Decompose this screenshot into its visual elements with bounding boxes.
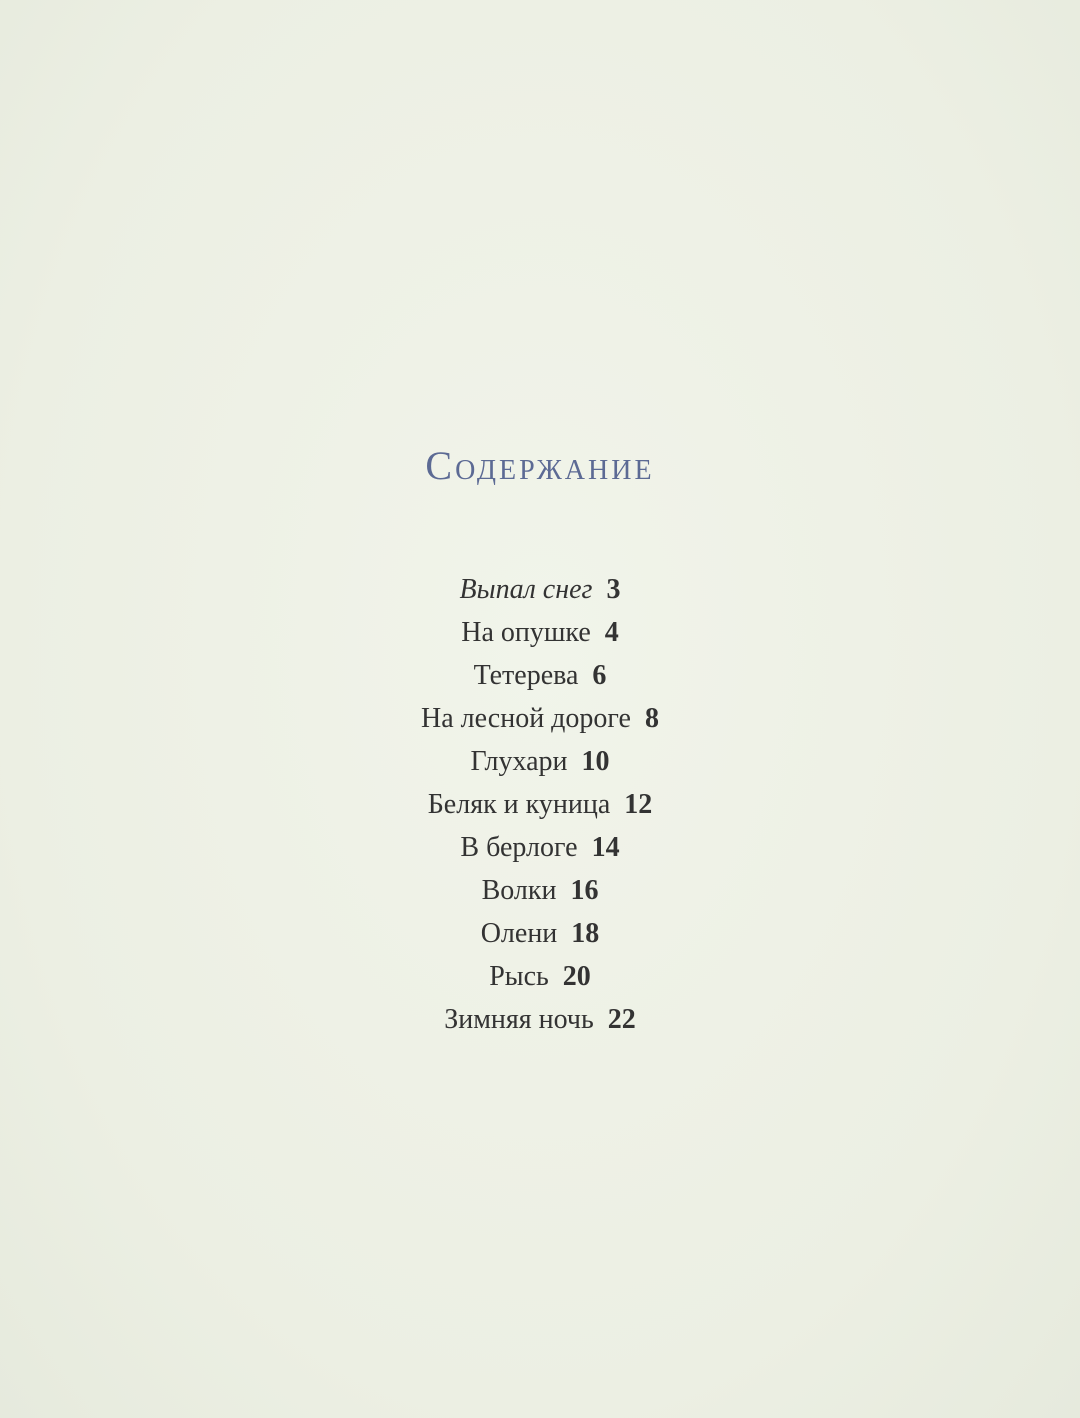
toc-entry-title: Олени: [480, 918, 558, 949]
table-of-contents: [0, 568, 1080, 1041]
toc-entry: [0, 783, 1080, 826]
toc-entry-title: Зимняя ночь: [444, 1004, 594, 1035]
toc-entry-page: 3: [606, 574, 621, 605]
toc-entry: [0, 740, 1080, 783]
toc-entry: [0, 611, 1080, 654]
toc-entry: [0, 568, 1080, 611]
toc-entry-title: На лесной дороге: [421, 703, 631, 734]
toc-entry-title: В берлоге: [460, 832, 578, 863]
page-title: Содержание: [425, 443, 655, 488]
toc-entry-page: 14: [591, 832, 620, 863]
toc-entry: [0, 869, 1080, 912]
toc-entry: [0, 697, 1080, 740]
toc-entry: [0, 955, 1080, 998]
toc-entry-page: 16: [570, 875, 599, 906]
toc-entry-page: 4: [604, 617, 619, 648]
toc-entry-title: Волки: [481, 875, 557, 906]
toc-entry-title: Выпал снег: [459, 574, 593, 605]
toc-entry-title: На опушке: [461, 617, 591, 648]
toc-entry-title: Беляк и куница: [427, 789, 611, 820]
toc-entry: [0, 654, 1080, 697]
toc-entry-title: Тетерева: [473, 660, 579, 691]
toc-entry: [0, 912, 1080, 955]
toc-entry-page: 6: [592, 660, 607, 691]
toc-entry-page: 12: [624, 789, 653, 820]
toc-entry-page: 18: [571, 918, 600, 949]
toc-entry-page: 8: [644, 703, 659, 734]
toc-entry: [0, 826, 1080, 869]
toc-entry-page: 10: [581, 746, 610, 777]
toc-entry-title: Глухари: [470, 746, 568, 777]
toc-entry-page: 20: [562, 961, 591, 992]
toc-entry: [0, 998, 1080, 1041]
toc-entry-page: 22: [607, 1004, 636, 1035]
toc-entry-title: Рысь: [489, 961, 549, 992]
